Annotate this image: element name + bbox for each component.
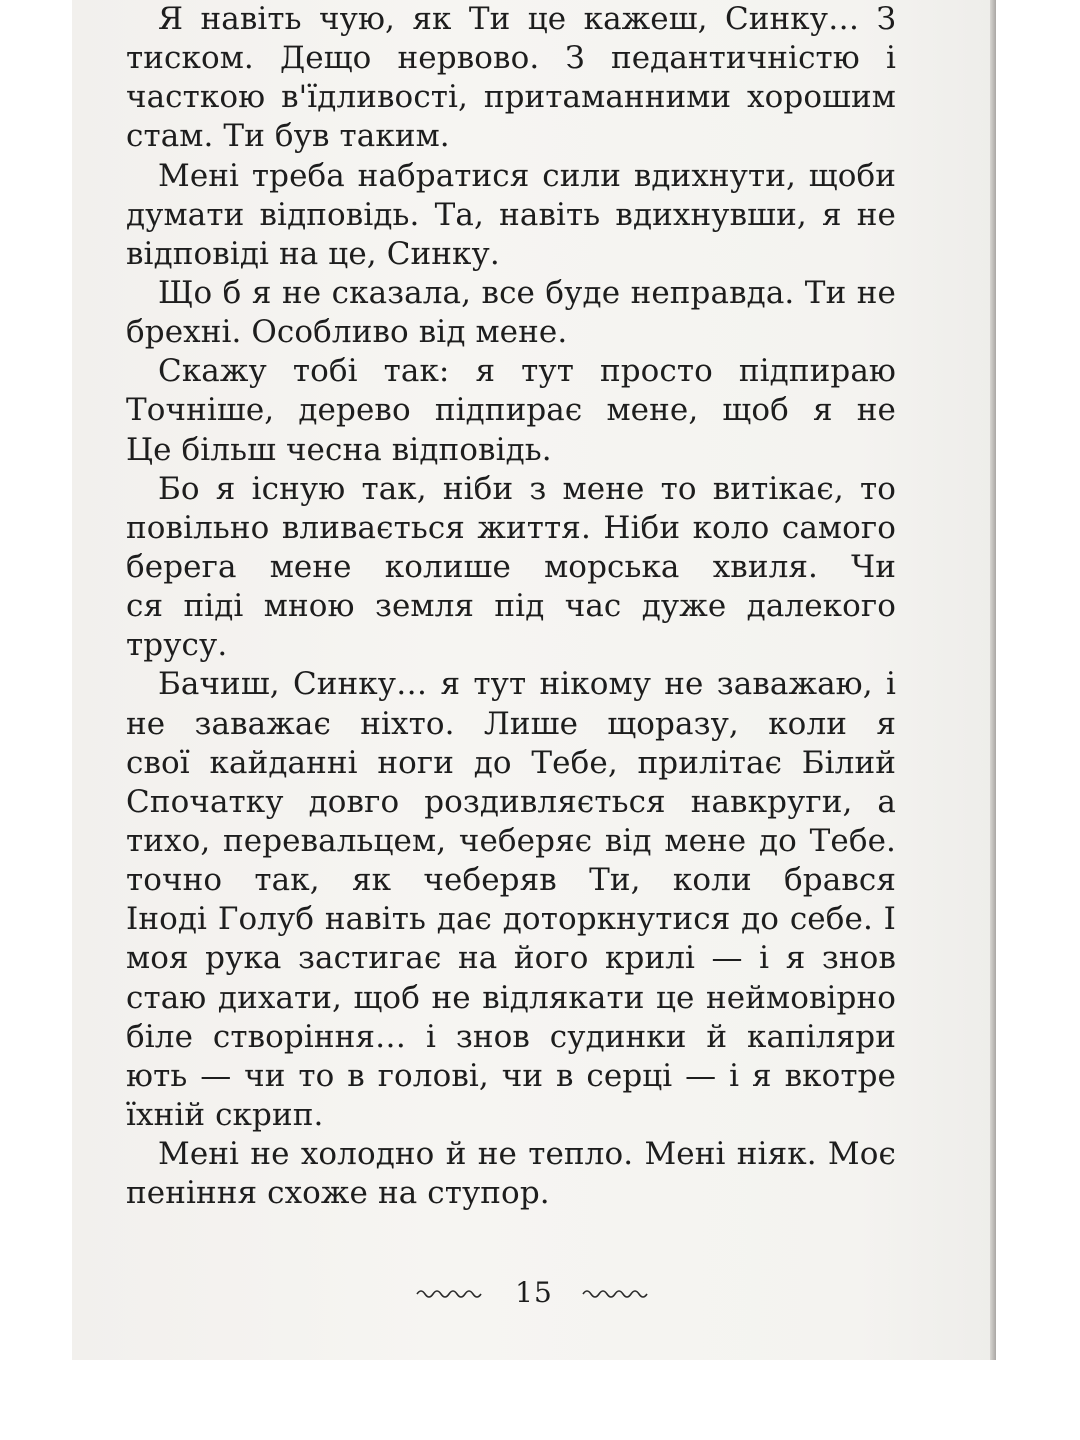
text-line: Мені треба набратися сили вдихнути, щоби: [158, 157, 896, 194]
text-line: біле створіння… і знов судинки й капіляри: [126, 1018, 896, 1055]
text-line: Мені не холодно й не тепло. Мені ніяк. Моє: [158, 1136, 896, 1173]
page-footer: [72, 1272, 996, 1312]
text-line: їхній скрип.: [126, 1096, 324, 1133]
text-line: берега мене колише морська хвиля. Чи: [126, 548, 896, 585]
page-edge: [990, 0, 996, 1360]
text-line: стам. Ти був таким.: [126, 118, 450, 155]
text-line: не заважає ніхто. Лише щоразу, коли я: [126, 705, 896, 742]
text-line: моя рука застигає на його крилі — і я знов: [126, 940, 896, 977]
text-line: пеніння схоже на ступор.: [126, 1175, 550, 1212]
text-line: думати відповідь. Та, навіть вдихнувши, я не: [126, 196, 896, 233]
page-number: 15: [515, 1275, 553, 1309]
text-line: брехні. Особливо від мене.: [126, 314, 568, 351]
text-line: Спочатку довго роздивляється навкруги, а: [126, 783, 896, 820]
body-text: [126, 0, 896, 1213]
text-line: точно так, як чеберяв Ти, коли брався: [126, 862, 896, 899]
text-line: Бачиш, Синку… я тут нікому не заважаю, і: [158, 666, 896, 703]
text-line: ся піді мною земля під час дуже далекого: [126, 588, 896, 625]
book-page: [72, 0, 996, 1360]
text-line: Скажу тобі так: я тут просто підпираю: [158, 353, 896, 390]
text-line: Іноді Голуб навіть дає доторкнутися до себе. І: [126, 901, 896, 938]
text-line: часткою в'їдливості, притаманними хорошим: [126, 79, 896, 116]
text-line: стаю дихати, щоб не відлякати це неймовірно: [126, 979, 896, 1016]
text-line: повільно вливається життя. Ніби коло самого: [126, 509, 896, 546]
text-line: тиском. Дещо нервово. З педантичністю і: [126, 40, 896, 77]
text-line: трусу.: [126, 627, 228, 664]
wave-ornament-left-icon: [415, 1285, 487, 1299]
text-line: Бо я існую так, ніби з мене то витікає, то: [158, 470, 896, 507]
text-line: відповіді на це, Синку.: [126, 235, 500, 272]
wave-ornament-right-icon: [581, 1285, 653, 1299]
text-line: тихо, перевальцем, чеберяє від мене до Тебе.: [126, 822, 896, 859]
text-line: Точніше, дерево підпирає мене, щоб я не: [126, 392, 896, 429]
text-line: свої кайданні ноги до Тебе, прилітає Білий: [126, 744, 896, 781]
text-line: Що б я не сказала, все буде неправда. Ти не: [158, 274, 896, 311]
text-line: ють — чи то в голові, чи в серці — і я вкотре: [126, 1057, 896, 1094]
text-line: Я навіть чую, як Ти це кажеш, Синку… З: [158, 1, 896, 37]
text-line: Це більш чесна відповідь.: [126, 431, 552, 468]
